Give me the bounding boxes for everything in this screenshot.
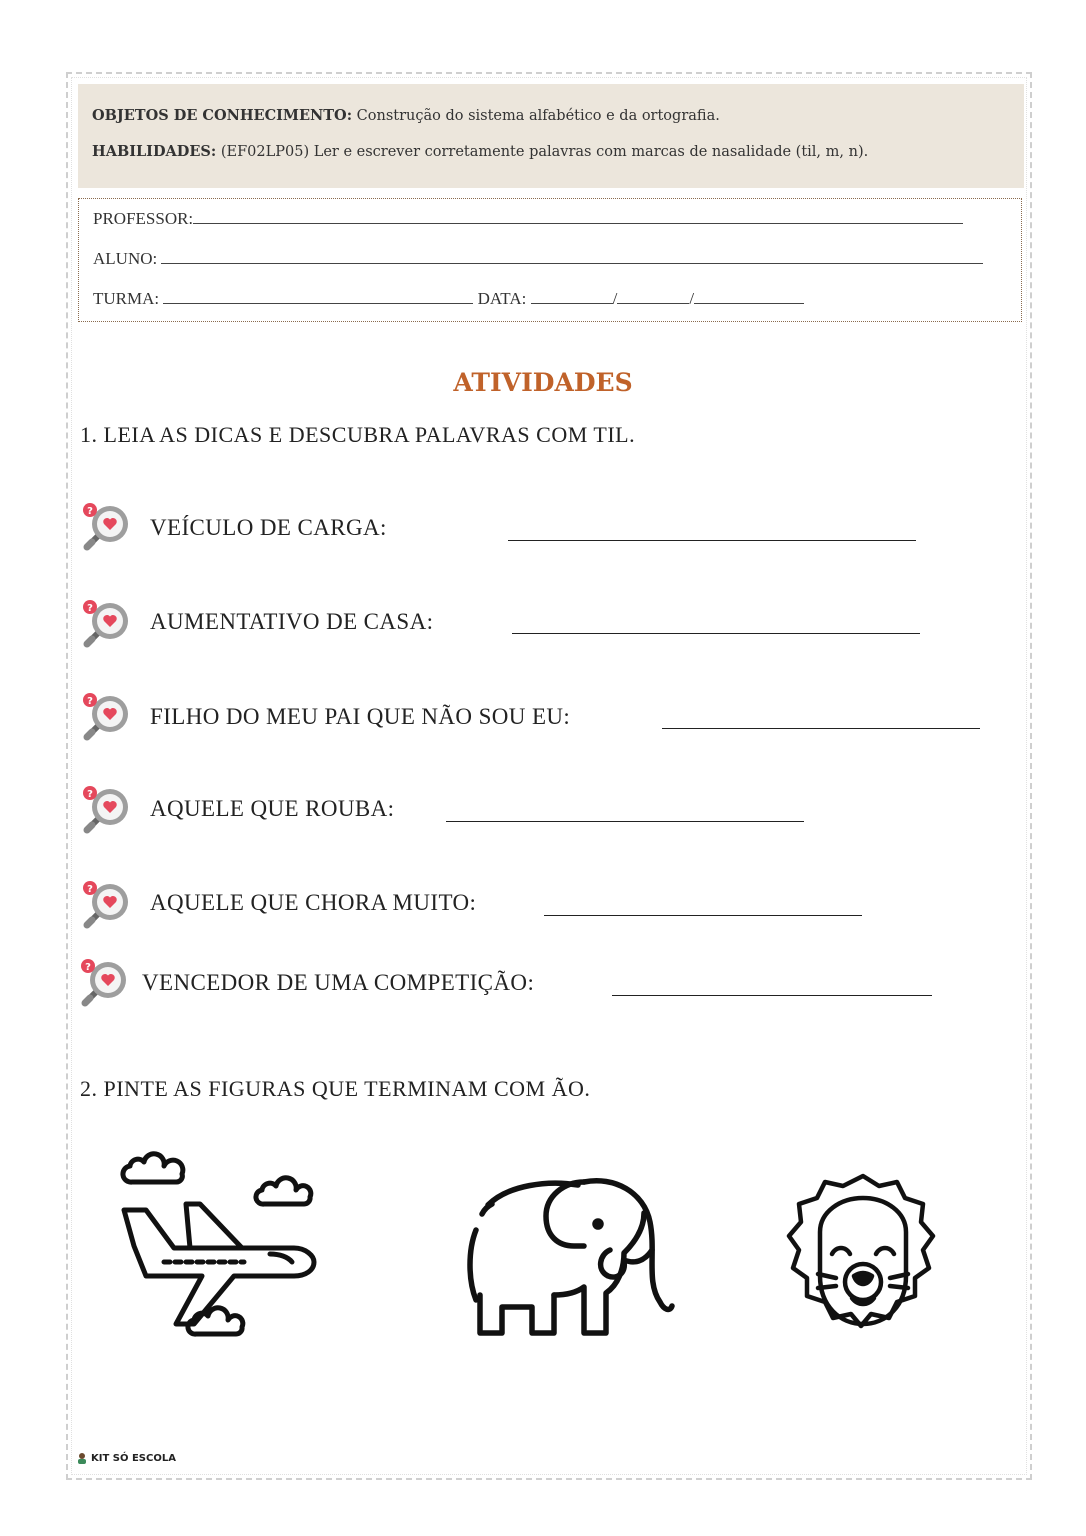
date-sep-2: / <box>689 289 695 308</box>
clue-6-answer-line[interactable] <box>612 995 932 996</box>
date-day-field[interactable] <box>531 287 613 304</box>
clue-magnifier-icon <box>76 878 132 934</box>
clue-magnifier-icon <box>76 690 132 746</box>
date-sep-1: / <box>612 289 618 308</box>
date-label: DATA: <box>477 289 527 308</box>
student-field[interactable] <box>161 247 983 264</box>
question-1 <box>80 422 635 448</box>
lion-icon[interactable] <box>774 1170 952 1348</box>
class-date-line <box>93 287 804 309</box>
clue-5-answer-line[interactable] <box>544 915 862 916</box>
question-1-number: 1. <box>80 422 98 447</box>
question-1-text: LEIA AS DICAS E DESCUBRA PALAVRAS COM TIL. <box>103 422 636 447</box>
student-label: ALUNO: <box>93 249 158 268</box>
objects-label: OBJETOS DE CONHECIMENTO: <box>92 107 353 124</box>
clue-4-answer-line[interactable] <box>446 821 804 822</box>
airplane-icon[interactable] <box>112 1150 322 1350</box>
teacher-field[interactable] <box>193 207 963 224</box>
objects-line <box>92 98 1010 134</box>
clue-3-label: FILHO DO MEU PAI QUE NÃO SOU EU: <box>150 704 571 729</box>
student-info-box <box>78 198 1022 322</box>
clue-magnifier-icon <box>76 500 132 556</box>
clue-3-answer-line[interactable] <box>662 728 980 729</box>
student-line <box>93 247 983 269</box>
objects-text: Construção do sistema alfabético e da ortografia. <box>356 108 720 124</box>
clue-1-label: VEÍCULO DE CARGA: <box>150 515 387 540</box>
teacher-label: PROFESSOR: <box>93 209 194 228</box>
teacher-line <box>93 207 963 229</box>
clue-1-answer-line[interactable] <box>508 540 916 541</box>
date-month-field[interactable] <box>617 287 689 304</box>
clue-magnifier-icon <box>74 956 130 1012</box>
clue-4-label: AQUELE QUE ROUBA: <box>150 796 395 821</box>
brand-logo <box>76 1452 176 1464</box>
brand-name: KIT SÓ ESCOLA <box>91 1452 176 1464</box>
elephant-icon[interactable] <box>458 1170 680 1340</box>
skills-text: (EF02LP05) Ler e escrever corretamente palavras com marcas de nasalidade (til, m, n). <box>220 144 869 160</box>
clue-magnifier-icon <box>76 783 132 839</box>
date-year-field[interactable] <box>694 287 804 304</box>
clue-6-label: VENCEDOR DE UMA COMPETIÇÃO: <box>142 970 535 995</box>
header-box <box>78 84 1024 188</box>
clue-5-label: AQUELE QUE CHORA MUITO: <box>150 890 477 915</box>
clue-2-label: AUMENTATIVO DE CASA: <box>150 609 434 634</box>
class-field[interactable] <box>163 287 473 304</box>
skills-label: HABILIDADES: <box>92 143 217 160</box>
clue-magnifier-icon <box>76 597 132 653</box>
skills-line <box>92 134 1010 170</box>
class-label: TURMA: <box>93 289 160 308</box>
clue-2-answer-line[interactable] <box>512 633 920 634</box>
question-2-text: 2. PINTE AS FIGURAS QUE TERMINAM COM ÃO. <box>80 1076 591 1101</box>
brand-logo-icon <box>76 1452 88 1464</box>
section-title: ATIVIDADES <box>453 368 633 397</box>
